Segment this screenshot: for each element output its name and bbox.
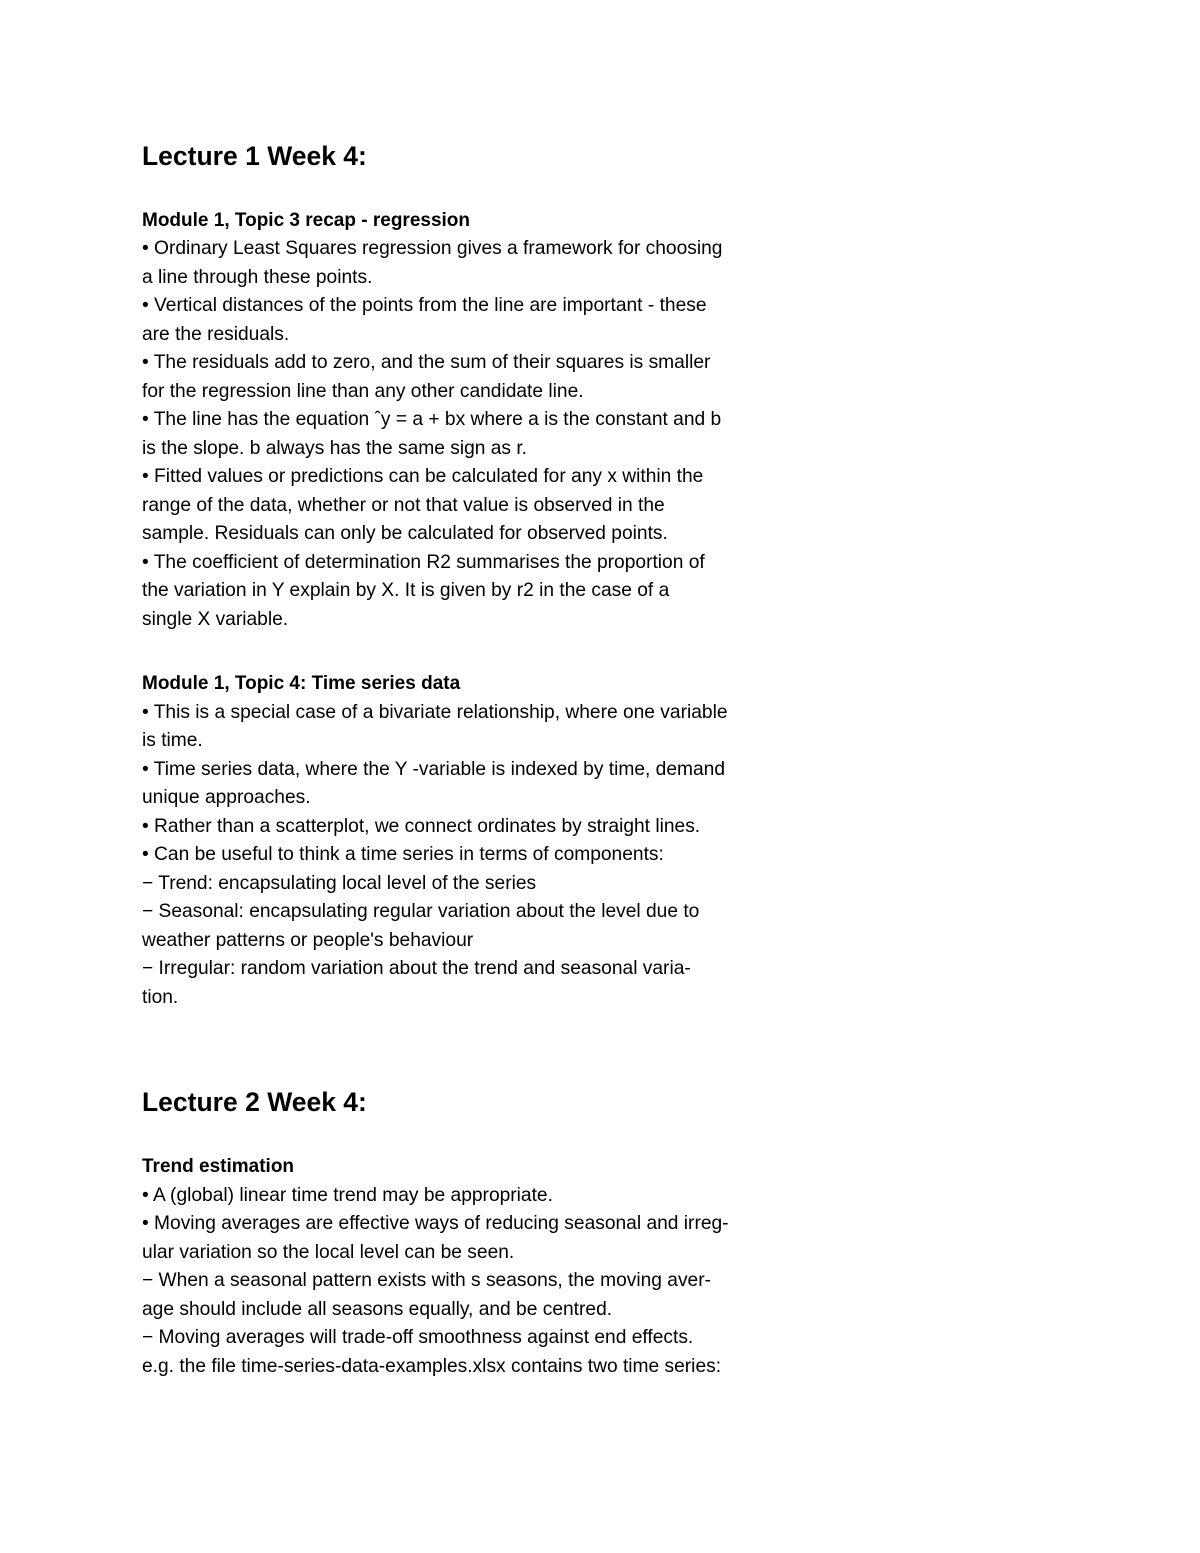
text-line: • Time series data, where the Y -variable is indexed by time, demand: [142, 758, 725, 780]
text-line: is time.: [142, 730, 203, 752]
text-line: • Can be useful to think a time series in terms of components:: [142, 844, 664, 866]
text-line: • Ordinary Least Squares regression gives a framework for choosing: [142, 238, 723, 260]
text-line: age should include all seasons equally, and be centred.: [142, 1298, 613, 1320]
text-line: sample. Residuals can only be calculated for observed points.: [142, 523, 668, 545]
text-line: unique approaches.: [142, 787, 311, 809]
text-line: • Fitted values or predictions can be calculated for any x within the: [142, 466, 704, 488]
text-line: is the slope. b always has the same sign as r.: [142, 437, 528, 459]
text-line: e.g. the file time-series-data-examples.xlsx contains two time series:: [142, 1355, 722, 1377]
text-line: − Irregular: random variation about the trend and seasonal varia-: [142, 958, 691, 980]
text-line: ular variation so the local level can be seen.: [142, 1241, 515, 1263]
text-line: • The residuals add to zero, and the sum of their squares is smaller: [142, 352, 711, 374]
text-line: range of the data, whether or not that value is observed in the: [142, 494, 665, 516]
text-line: • The coefficient of determination R2 summarises the proportion of: [142, 551, 705, 573]
lecture-1-section-1: [142, 207, 822, 635]
lecture-2-section-1: [142, 1153, 822, 1381]
text-line: for the regression line than any other candidate line.: [142, 380, 584, 402]
text-line: a line through these points.: [142, 266, 373, 288]
text-line: • Rather than a scatterplot, we connect ordinates by straight lines.: [142, 815, 701, 837]
text-line: • Vertical distances of the points from the line are important - these: [142, 295, 707, 317]
lecture-2-title: Lecture 2 Week 4:: [142, 1087, 367, 1118]
section-heading: Module 1, Topic 4: Time series data: [142, 673, 461, 695]
text-line: weather patterns or people's behaviour: [142, 929, 474, 951]
section-heading: Trend estimation: [142, 1156, 295, 1178]
text-line: tion.: [142, 986, 179, 1008]
text-line: − Trend: encapsulating local level of the series: [142, 872, 537, 894]
text-line: − When a seasonal pattern exists with s seasons, the moving aver-: [142, 1270, 711, 1292]
text-line: • The line has the equation ˆy = a + bx where a is the constant and b: [142, 409, 722, 431]
text-line: − Seasonal: encapsulating regular variation about the level due to: [142, 901, 700, 923]
text-line: • A (global) linear time trend may be appropriate.: [142, 1184, 553, 1206]
text-line: − Moving averages will trade-off smoothness against end effects.: [142, 1327, 694, 1349]
text-line: the variation in Y explain by X. It is given by r2 in the case of a: [142, 580, 670, 602]
lecture-1-title: Lecture 1 Week 4:: [142, 141, 367, 171]
document-page: [142, 128, 822, 1381]
text-line: • This is a special case of a bivariate relationship, where one variable: [142, 701, 728, 723]
text-line: single X variable.: [142, 608, 289, 630]
text-line: are the residuals.: [142, 323, 290, 345]
lecture-1-section-2: [142, 670, 822, 1012]
text-line: • Moving averages are effective ways of reducing seasonal and irreg-: [142, 1213, 729, 1235]
section-heading: Module 1, Topic 3 recap - regression: [142, 209, 471, 231]
